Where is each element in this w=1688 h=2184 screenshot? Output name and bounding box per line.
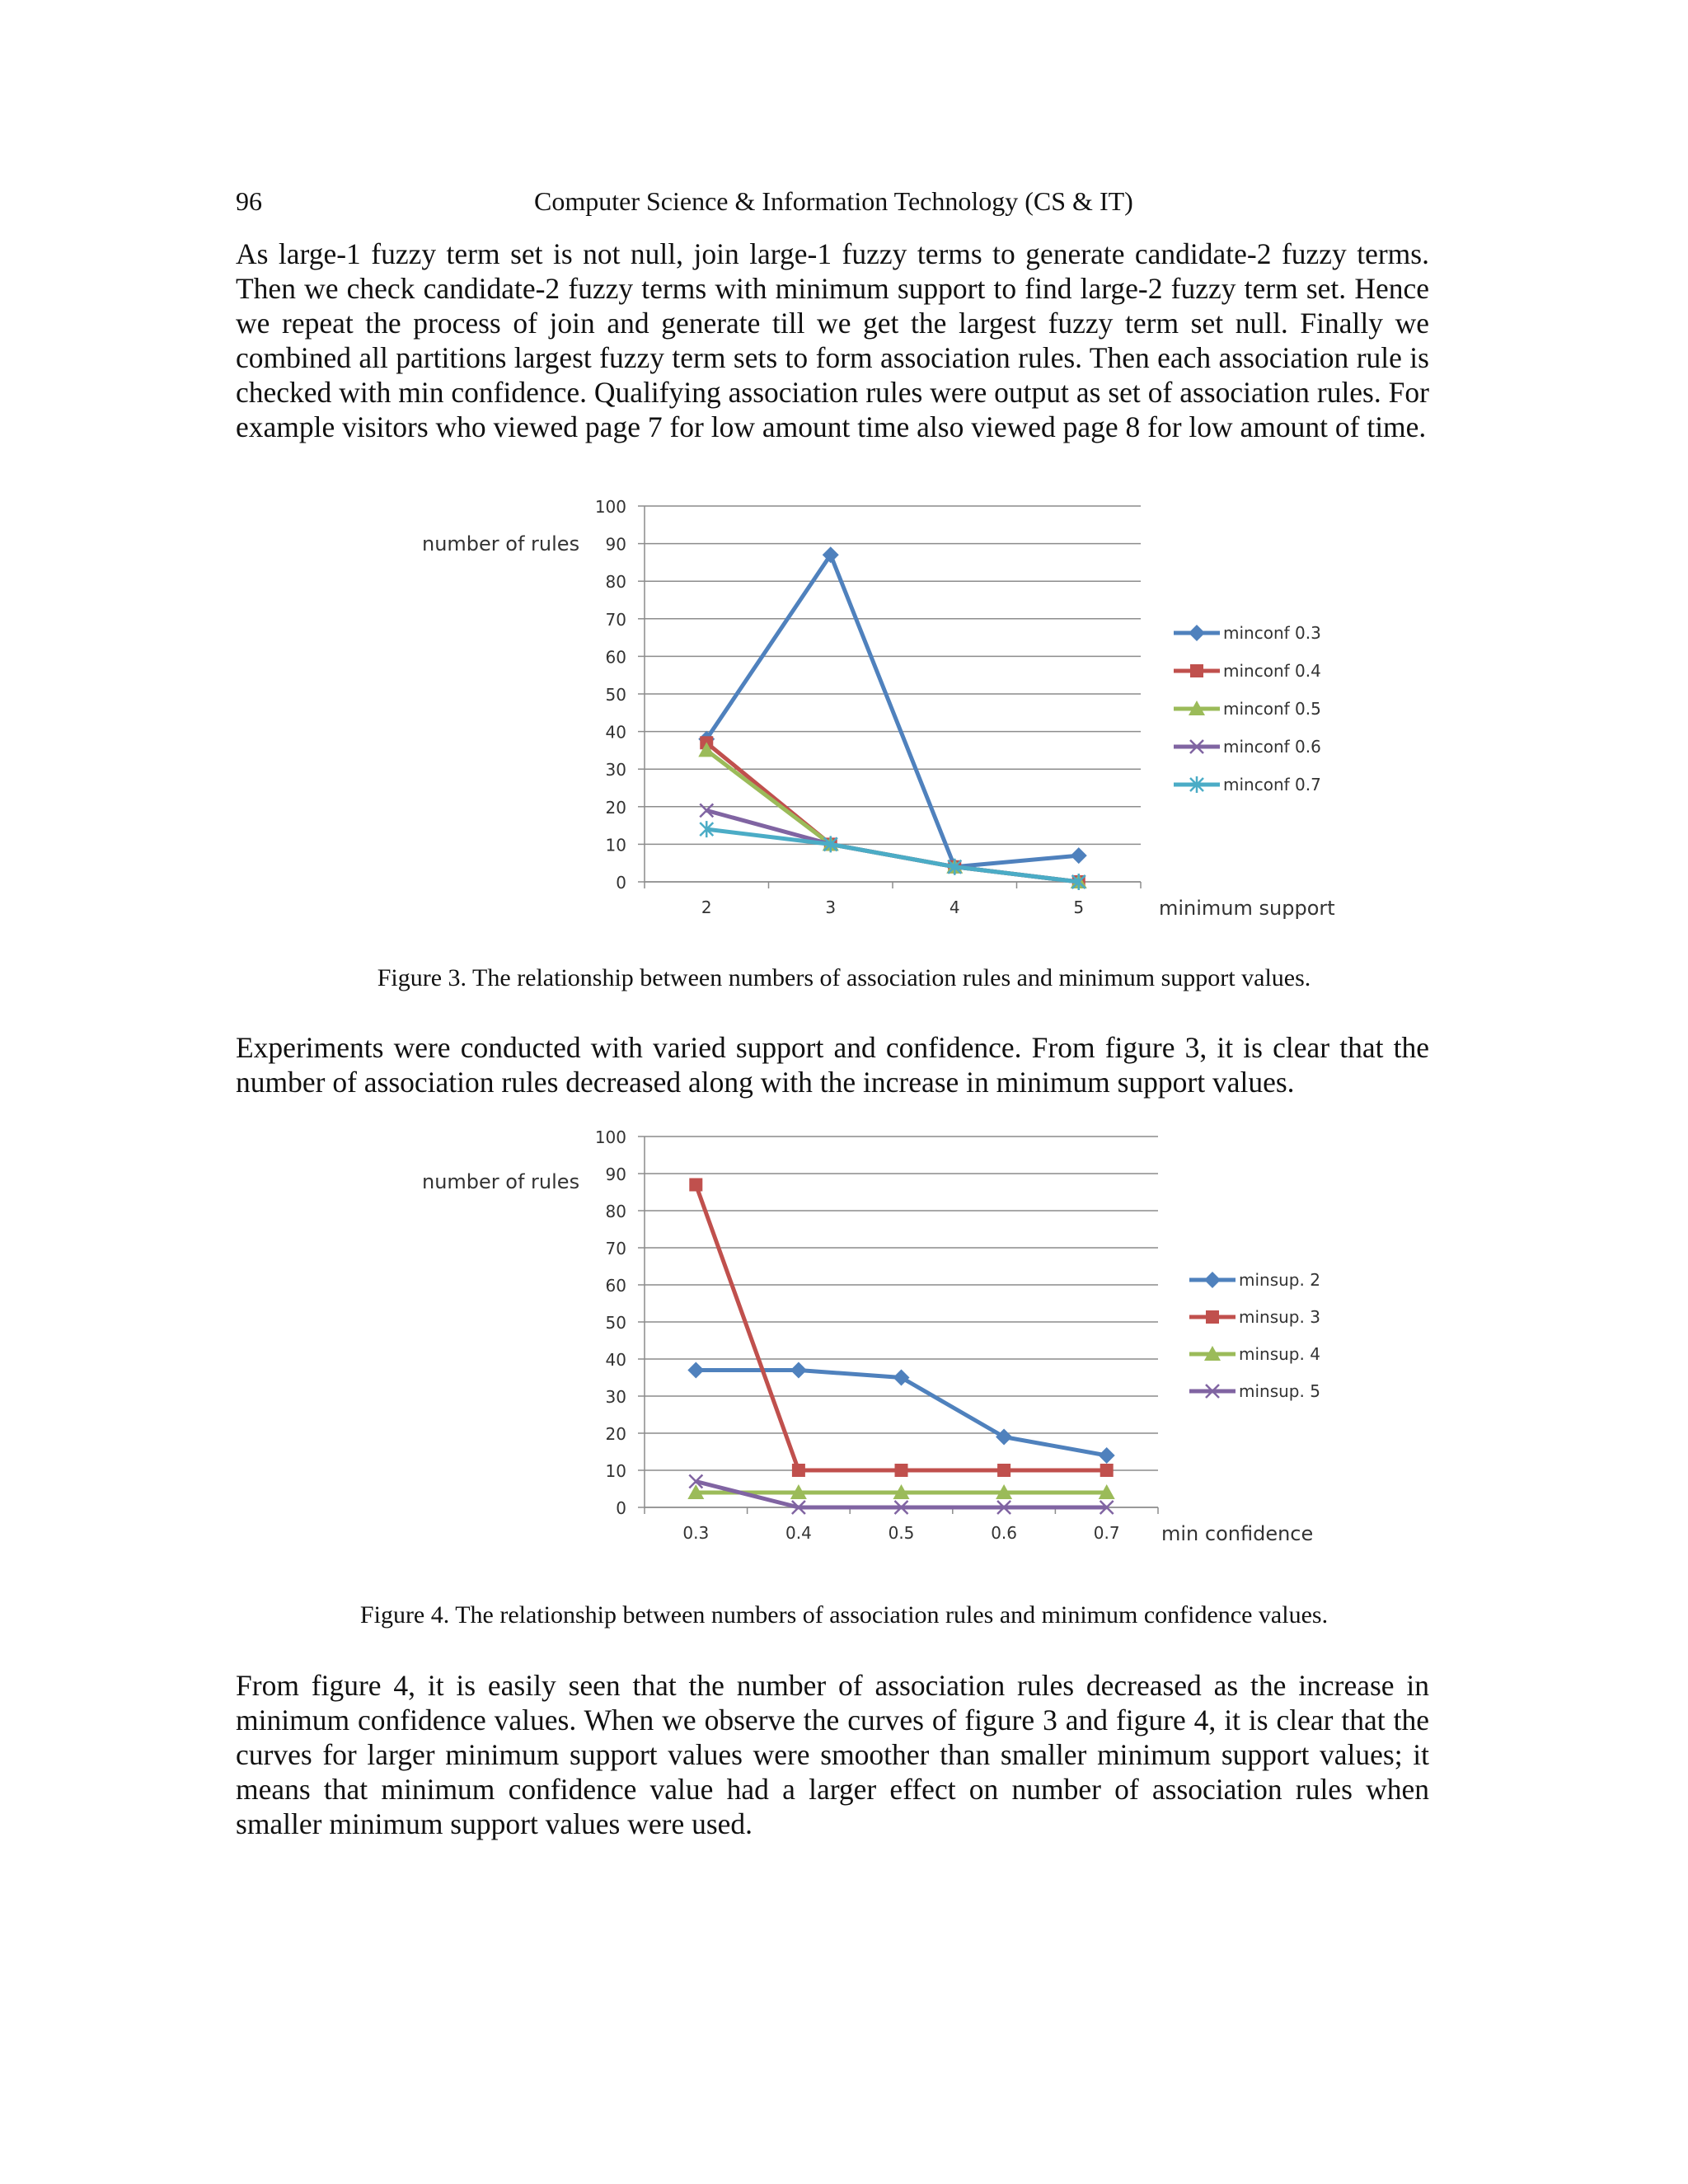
series-line bbox=[696, 1185, 1106, 1471]
y-tick-label: 30 bbox=[605, 1387, 626, 1407]
legend-label: minsup. 4 bbox=[1239, 1344, 1320, 1364]
paragraph-2: Experiments were conducted with varied support and confidence. From figure 3, it is clear that the number of association rules decreased along with the increase in minimum support values. bbox=[236, 1031, 1429, 1099]
x-tick-label: 0.6 bbox=[991, 1523, 1018, 1543]
series-line bbox=[706, 829, 1079, 882]
x-tick-label: 3 bbox=[825, 898, 837, 917]
y-tick-label: 100 bbox=[594, 497, 626, 517]
legend-label: minsup. 2 bbox=[1239, 1270, 1320, 1290]
legend-label: minsup. 5 bbox=[1239, 1381, 1320, 1401]
data-point bbox=[996, 1429, 1012, 1446]
data-point bbox=[687, 1362, 704, 1379]
figure-4-chart bbox=[396, 1117, 1368, 1570]
legend-label: minconf 0.3 bbox=[1223, 623, 1321, 643]
data-point bbox=[1099, 1447, 1115, 1464]
y-axis-title: number of rules bbox=[422, 1170, 580, 1193]
legend-label: minconf 0.4 bbox=[1223, 661, 1321, 681]
y-tick-label: 70 bbox=[605, 609, 626, 630]
paragraph-1: As large-1 fuzzy term set is not null, join large-1 fuzzy terms to generate candidate-2 fuzzy terms. Then we check candidate-2 fuzzy terms with minimum support to find large-2 fuzzy term set. Hence we repeat the process of join and generate till we get the largest fuzzy term set null. Finally we combined all partitions largest fuzzy term sets to form association rules. Then each association rule is checked with min confidence. Qualifying association rules were output as set of association rules. For example visitors who viewed page 7 for low amount time also viewed page 8 for low amount of time. bbox=[236, 237, 1429, 443]
data-point bbox=[997, 1464, 1010, 1477]
figure-3-chart bbox=[396, 486, 1368, 940]
paragraph-3: From figure 4, it is easily seen that the number of association rules decreased as the increase in minimum confidence values. When we observe the curves of figure 3 and figure 4, it is clear that the curves for larger minimum support values were smoother than smaller minimum support values; it means that minimum confidence value had a larger effect on number of association rules when smaller minimum support values were used. bbox=[236, 1669, 1429, 1840]
x-tick-label: 0.4 bbox=[785, 1523, 812, 1543]
y-tick-label: 50 bbox=[605, 1313, 626, 1333]
legend-label: minconf 0.5 bbox=[1223, 699, 1321, 719]
data-point bbox=[893, 1370, 910, 1386]
legend-marker bbox=[1206, 1310, 1219, 1324]
y-tick-label: 20 bbox=[605, 797, 626, 818]
data-point bbox=[792, 1464, 805, 1477]
x-tick-label: 0.3 bbox=[682, 1523, 710, 1543]
y-tick-label: 80 bbox=[605, 572, 626, 593]
figure-4-caption: Figure 4. The relationship between numbers of association rules and minimum confidence values. bbox=[359, 1601, 1329, 1629]
x-axis-title: min confidence bbox=[1161, 1522, 1314, 1545]
y-tick-label: 10 bbox=[605, 1461, 626, 1481]
y-tick-label: 50 bbox=[605, 685, 626, 705]
y-tick-label: 90 bbox=[605, 1165, 626, 1184]
data-point bbox=[895, 1464, 908, 1477]
page-number: 96 bbox=[236, 186, 262, 216]
y-tick-label: 40 bbox=[605, 1350, 626, 1370]
legend-label: minconf 0.7 bbox=[1223, 775, 1321, 794]
x-tick-label: 0.5 bbox=[888, 1523, 915, 1543]
data-point bbox=[689, 1179, 702, 1192]
x-tick-label: 0.7 bbox=[1093, 1523, 1120, 1543]
y-tick-label: 90 bbox=[605, 534, 626, 555]
x-tick-label: 4 bbox=[949, 898, 960, 917]
figure-3-caption: Figure 3. The relationship between numbers of association rules and minimum support values. bbox=[377, 964, 1311, 991]
y-tick-label: 40 bbox=[605, 722, 626, 743]
legend-label: minsup. 3 bbox=[1239, 1307, 1320, 1327]
legend-label: minconf 0.6 bbox=[1223, 737, 1321, 757]
y-tick-label: 0 bbox=[616, 1498, 626, 1518]
y-tick-label: 60 bbox=[605, 647, 626, 668]
legend-marker bbox=[1189, 625, 1205, 641]
data-point bbox=[1100, 1464, 1114, 1477]
legend-marker bbox=[1190, 664, 1203, 677]
y-tick-label: 0 bbox=[616, 873, 626, 893]
series-line bbox=[706, 555, 1079, 866]
y-tick-label: 60 bbox=[605, 1276, 626, 1296]
y-tick-label: 70 bbox=[605, 1239, 626, 1258]
data-point bbox=[1071, 847, 1087, 864]
series-line bbox=[706, 810, 1079, 882]
y-axis-title: number of rules bbox=[422, 532, 580, 555]
x-tick-label: 5 bbox=[1073, 898, 1085, 917]
y-tick-label: 80 bbox=[605, 1202, 626, 1221]
y-tick-label: 30 bbox=[605, 760, 626, 780]
journal-title: Computer Science & Information Technology (CS & IT) bbox=[534, 186, 1133, 216]
data-point bbox=[790, 1362, 807, 1379]
y-tick-label: 100 bbox=[594, 1127, 626, 1147]
y-tick-label: 10 bbox=[605, 835, 626, 855]
x-tick-label: 2 bbox=[701, 898, 712, 917]
legend-marker bbox=[1204, 1272, 1221, 1288]
y-tick-label: 20 bbox=[605, 1424, 626, 1444]
x-axis-title: minimum support bbox=[1159, 897, 1335, 920]
page-header bbox=[236, 186, 1429, 219]
